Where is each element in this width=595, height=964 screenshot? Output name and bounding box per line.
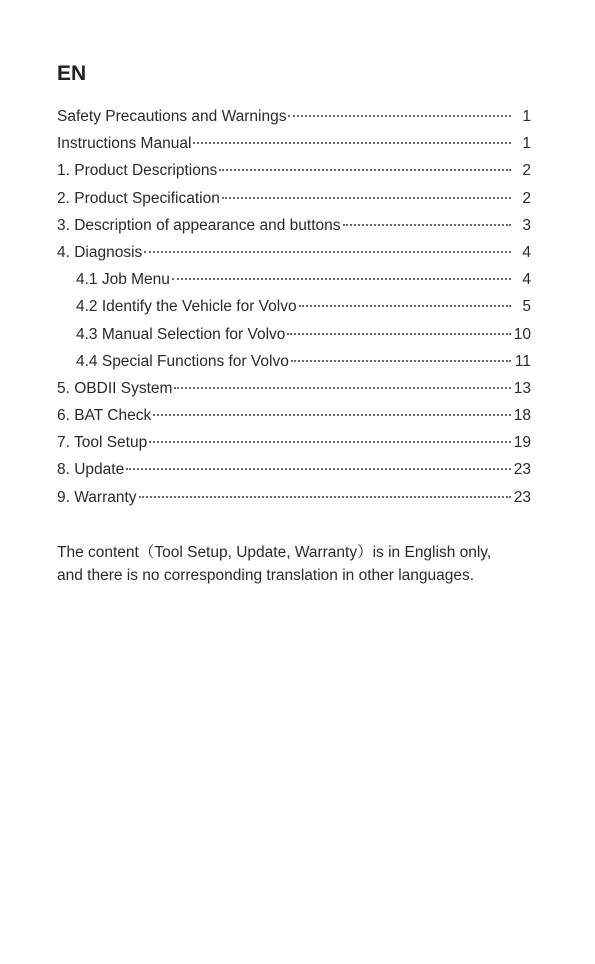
toc-entry[interactable] xyxy=(57,212,531,239)
toc-dot-leader xyxy=(288,115,511,117)
toc-entry[interactable] xyxy=(57,456,531,483)
toc-entry-page: 1 xyxy=(522,135,531,153)
toc-entry-page: 10 xyxy=(513,325,531,343)
toc-entry-page: 4 xyxy=(522,243,531,261)
toc-dot-leader xyxy=(139,496,511,498)
toc-entry-title: 6. BAT Check xyxy=(57,407,152,425)
toc-entry-title: 2. Product Specification xyxy=(57,189,220,207)
toc-entry[interactable] xyxy=(57,157,531,184)
toc-entry-title: 4.4 Special Functions for Volvo xyxy=(76,352,289,370)
toc-entry[interactable] xyxy=(57,185,531,212)
toc-entry-title: Safety Precautions and Warnings xyxy=(57,108,287,125)
toc-entry-title: 4. Diagnosis xyxy=(57,243,143,261)
toc-entry-page: 13 xyxy=(513,379,531,397)
toc-dot-leader xyxy=(174,387,511,389)
toc-entry-title: 8. Update xyxy=(57,461,125,479)
toc-dot-leader xyxy=(343,224,512,226)
toc-entry-page: 1 xyxy=(522,108,531,125)
table-of-contents xyxy=(57,103,531,511)
toc-dot-leader xyxy=(287,333,511,335)
toc-entry[interactable] xyxy=(57,429,531,456)
toc-entry[interactable] xyxy=(57,239,531,266)
toc-entry-page: 3 xyxy=(522,216,531,234)
toc-subentry[interactable] xyxy=(57,348,531,375)
toc-entry[interactable] xyxy=(57,402,531,429)
toc-subentry[interactable] xyxy=(57,293,531,320)
toc-entry-page: 19 xyxy=(513,434,531,452)
translation-note xyxy=(57,541,547,587)
toc-entry-page: 4 xyxy=(522,271,531,289)
toc-entry-page: 23 xyxy=(513,461,531,479)
toc-entry[interactable] xyxy=(57,484,531,511)
toc-entry-title: 4.2 Identify the Vehicle for Volvo xyxy=(76,298,297,316)
toc-subentry[interactable] xyxy=(57,266,531,293)
toc-entry-title: 9. Warranty xyxy=(57,488,137,506)
toc-entry-title: 4.1 Job Menu xyxy=(76,271,170,289)
toc-dot-leader xyxy=(144,251,511,253)
toc-entry-title: 5. OBDII System xyxy=(57,379,173,397)
toc-entry-title: 7. Tool Setup xyxy=(57,434,148,452)
toc-entry-title: Instructions Manual xyxy=(57,135,192,153)
toc-dot-leader xyxy=(222,197,511,199)
toc-entry-page: 2 xyxy=(522,162,531,180)
toc-dot-leader xyxy=(149,441,511,443)
toc-entry-page: 18 xyxy=(513,407,531,425)
toc-entry-page: 23 xyxy=(513,488,531,506)
toc-dot-leader xyxy=(291,360,511,362)
toc-entry-page: 5 xyxy=(522,298,531,316)
toc-subentry[interactable] xyxy=(57,321,531,348)
toc-dot-leader xyxy=(172,278,511,280)
toc-entry-title: 1. Product Descriptions xyxy=(57,162,218,180)
toc-entry-title: 4.3 Manual Selection for Volvo xyxy=(76,325,286,343)
toc-dot-leader xyxy=(299,305,511,307)
toc-entry[interactable] xyxy=(57,375,531,402)
toc-entry[interactable] xyxy=(57,130,531,157)
translation-note-line: The content（Tool Setup, Update, Warranty）is in English only, xyxy=(57,544,492,561)
toc-dot-leader xyxy=(219,169,511,171)
language-heading: EN xyxy=(57,62,87,85)
toc-entry[interactable] xyxy=(57,103,531,130)
toc-dot-leader xyxy=(126,468,511,470)
toc-entry-title: 3. Description of appearance and buttons xyxy=(57,216,341,234)
toc-dot-leader xyxy=(193,142,511,144)
toc-dot-leader xyxy=(153,414,511,416)
toc-entry-page: 11 xyxy=(514,352,531,370)
translation-note-line: and there is no corresponding translation in other languages. xyxy=(57,567,475,584)
toc-entry-page: 2 xyxy=(522,189,531,207)
